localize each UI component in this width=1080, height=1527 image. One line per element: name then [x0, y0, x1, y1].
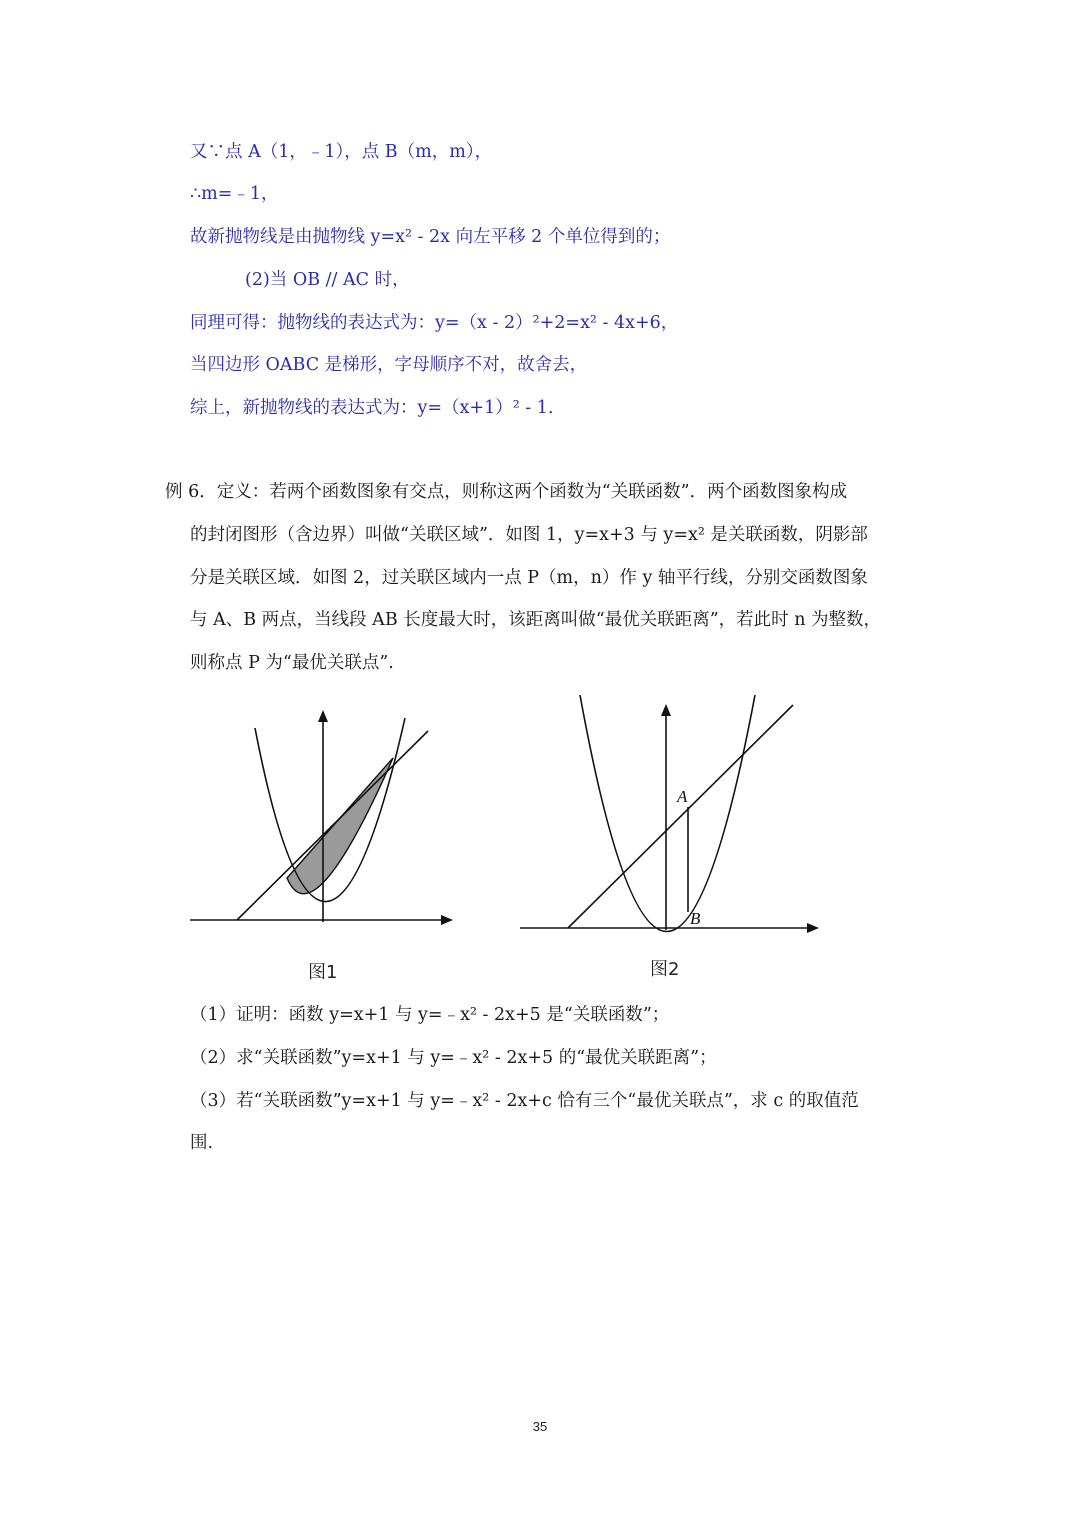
solution-line-5: 同理可得：抛物线的表达式为：y=（x - 2）²+2=x² - 4x+6，: [190, 313, 679, 333]
question-2: （2）求“关联函数”y=x+1 与 y=﹣x² - 2x+5 的“最优关联距离”；: [190, 1048, 717, 1068]
question-3: （3）若“关联函数”y=x+1 与 y=﹣x² - 2x+c 恰有三个“最优关联点”，求 c 的取值范: [190, 1091, 859, 1111]
solution-line-6: 当四边形 OABC 是梯形，字母顺序不对，故舍去，: [190, 355, 588, 375]
line-graph: [568, 705, 793, 928]
figure-1: [185, 700, 465, 935]
line-graph: [237, 731, 428, 920]
x-axis-arrow: [441, 915, 453, 925]
x-axis-arrow: [807, 923, 819, 933]
label-a: A: [677, 787, 688, 806]
example-line-4: 与 A、B 两点，当线段 AB 长度最大时，该距离叫做“最优关联距离”，若此时 n 为整数，: [190, 610, 882, 630]
example-line-1: 例 6．定义：若两个函数图象有交点，则称这两个函数为“关联函数”．两个函数图象构成: [165, 482, 848, 502]
shaded-region: [287, 758, 393, 894]
solution-line-4: (2)当 OB // AC 时，: [245, 270, 410, 290]
figure-2: [515, 690, 825, 940]
figure-1-caption: 图1: [308, 962, 338, 983]
page-number: 35: [532, 1419, 548, 1434]
question-3-continued: 围.: [190, 1133, 214, 1153]
solution-line-1: 又∵点 A（1，﹣1），点 B（m，m），: [190, 142, 493, 162]
label-b: B: [690, 909, 701, 928]
solution-line-7: 综上，新抛物线的表达式为：y=（x+1）² - 1.: [190, 398, 554, 418]
solution-line-2: ∴m=﹣1，: [190, 184, 279, 204]
figure-2-caption: 图2: [650, 959, 680, 980]
example-line-5: 则称点 P 为“最优关联点”.: [190, 653, 394, 673]
example-line-2: 的封闭图形（含边界）叫做“关联区域”．如图 1，y=x+3 与 y=x² 是关联函数，阴影部: [190, 525, 868, 545]
example-line-3: 分是关联区域．如图 2，过关联区域内一点 P（m，n）作 y 轴平行线，分别交函数图象: [190, 568, 868, 588]
solution-line-3: 故新抛物线是由抛物线 y=x² - 2x 向左平移 2 个单位得到的；: [190, 227, 671, 247]
question-1: （1）证明：函数 y=x+1 与 y=﹣x² - 2x+5 是“关联函数”；: [190, 1005, 670, 1025]
y-axis-arrow: [661, 704, 671, 716]
parabola-curve: [580, 695, 755, 932]
y-axis-arrow: [318, 710, 328, 722]
